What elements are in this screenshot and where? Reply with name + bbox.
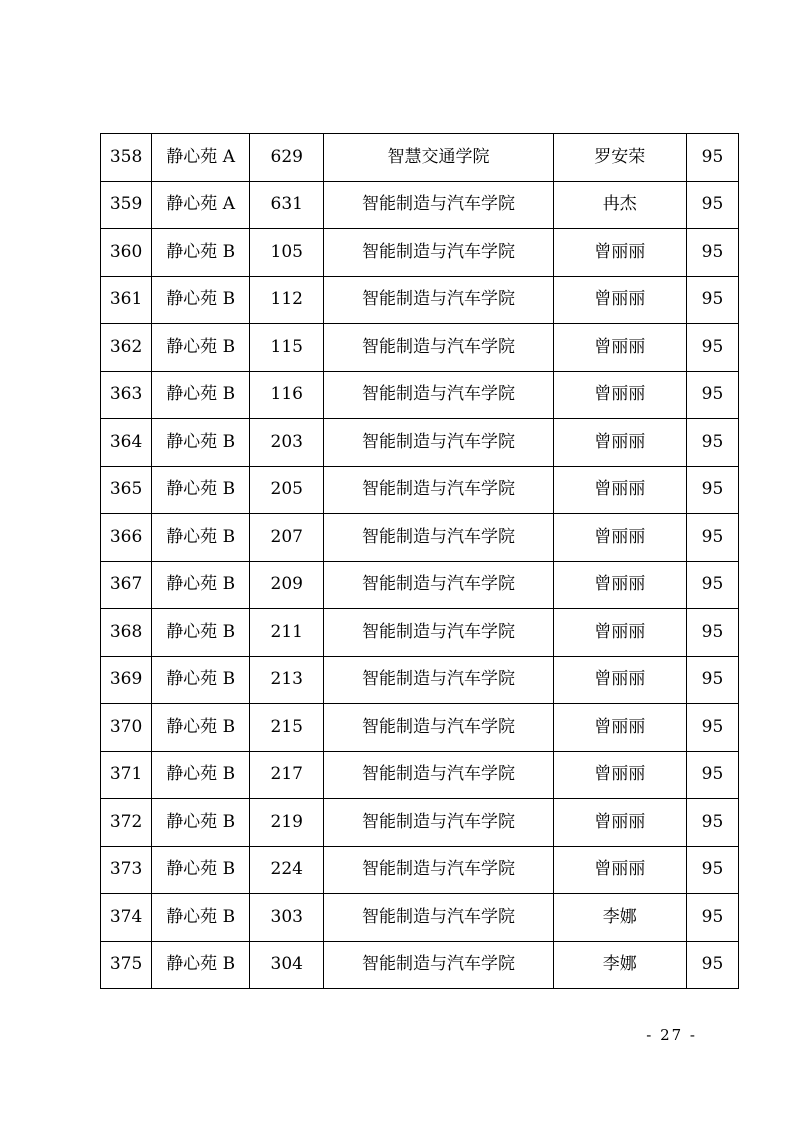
person-cell: 曾丽丽 [553,514,686,562]
row-number-cell: 359 [101,181,152,229]
score-cell: 95 [686,941,738,989]
table-row [101,704,739,752]
table-row [101,656,739,704]
room-cell: 304 [250,941,324,989]
college-cell: 智能制造与汽车学院 [324,799,553,847]
room-cell: 105 [250,229,324,277]
row-number-cell: 363 [101,371,152,419]
score-cell: 95 [686,561,738,609]
person-cell: 曾丽丽 [553,846,686,894]
college-cell: 智能制造与汽车学院 [324,276,553,324]
college-cell: 智能制造与汽车学院 [324,704,553,752]
row-number-cell: 371 [101,751,152,799]
building-cell: 静心苑 B [152,751,250,799]
table-row [101,181,739,229]
college-cell: 智能制造与汽车学院 [324,941,553,989]
building-cell: 静心苑 B [152,419,250,467]
room-cell: 207 [250,514,324,562]
person-cell: 曾丽丽 [553,229,686,277]
score-cell: 95 [686,656,738,704]
dormitory-score-table [100,133,739,989]
score-cell: 95 [686,799,738,847]
row-number-cell: 368 [101,609,152,657]
room-cell: 219 [250,799,324,847]
building-cell: 静心苑 B [152,514,250,562]
room-cell: 631 [250,181,324,229]
room-cell: 115 [250,324,324,372]
score-cell: 95 [686,609,738,657]
row-number-cell: 374 [101,894,152,942]
table-row [101,609,739,657]
room-cell: 203 [250,419,324,467]
table-row [101,229,739,277]
row-number-cell: 358 [101,134,152,182]
college-cell: 智能制造与汽车学院 [324,371,553,419]
room-cell: 215 [250,704,324,752]
score-cell: 95 [686,181,738,229]
table-row [101,466,739,514]
building-cell: 静心苑 B [152,276,250,324]
score-cell: 95 [686,419,738,467]
room-cell: 629 [250,134,324,182]
building-cell: 静心苑 B [152,846,250,894]
score-cell: 95 [686,846,738,894]
table-row [101,371,739,419]
building-cell: 静心苑 B [152,229,250,277]
row-number-cell: 366 [101,514,152,562]
person-cell: 曾丽丽 [553,751,686,799]
room-cell: 224 [250,846,324,894]
college-cell: 智慧交通学院 [324,134,553,182]
person-cell: 曾丽丽 [553,561,686,609]
row-number-cell: 364 [101,419,152,467]
row-number-cell: 375 [101,941,152,989]
row-number-cell: 367 [101,561,152,609]
score-cell: 95 [686,229,738,277]
score-cell: 95 [686,514,738,562]
building-cell: 静心苑 A [152,181,250,229]
row-number-cell: 361 [101,276,152,324]
score-cell: 95 [686,371,738,419]
person-cell: 李娜 [553,894,686,942]
table-row [101,799,739,847]
person-cell: 曾丽丽 [553,276,686,324]
score-cell: 95 [686,894,738,942]
building-cell: 静心苑 A [152,134,250,182]
row-number-cell: 373 [101,846,152,894]
building-cell: 静心苑 B [152,799,250,847]
row-number-cell: 372 [101,799,152,847]
college-cell: 智能制造与汽车学院 [324,324,553,372]
building-cell: 静心苑 B [152,941,250,989]
score-cell: 95 [686,751,738,799]
person-cell: 冉杰 [553,181,686,229]
table-row [101,419,739,467]
building-cell: 静心苑 B [152,609,250,657]
score-cell: 95 [686,276,738,324]
table-row [101,894,739,942]
building-cell: 静心苑 B [152,466,250,514]
person-cell: 曾丽丽 [553,419,686,467]
table-body [101,134,739,989]
college-cell: 智能制造与汽车学院 [324,229,553,277]
person-cell: 曾丽丽 [553,324,686,372]
room-cell: 116 [250,371,324,419]
person-cell: 罗安荣 [553,134,686,182]
college-cell: 智能制造与汽车学院 [324,466,553,514]
building-cell: 静心苑 B [152,704,250,752]
college-cell: 智能制造与汽车学院 [324,514,553,562]
person-cell: 曾丽丽 [553,609,686,657]
room-cell: 217 [250,751,324,799]
row-number-cell: 365 [101,466,152,514]
table-row [101,276,739,324]
score-cell: 95 [686,704,738,752]
building-cell: 静心苑 B [152,656,250,704]
table-row [101,514,739,562]
row-number-cell: 370 [101,704,152,752]
table-row [101,324,739,372]
college-cell: 智能制造与汽车学院 [324,609,553,657]
room-cell: 213 [250,656,324,704]
building-cell: 静心苑 B [152,371,250,419]
college-cell: 智能制造与汽车学院 [324,561,553,609]
table-row [101,941,739,989]
row-number-cell: 360 [101,229,152,277]
college-cell: 智能制造与汽车学院 [324,846,553,894]
room-cell: 303 [250,894,324,942]
score-cell: 95 [686,324,738,372]
person-cell: 曾丽丽 [553,371,686,419]
building-cell: 静心苑 B [152,894,250,942]
row-number-cell: 362 [101,324,152,372]
person-cell: 曾丽丽 [553,466,686,514]
person-cell: 李娜 [553,941,686,989]
room-cell: 211 [250,609,324,657]
college-cell: 智能制造与汽车学院 [324,419,553,467]
college-cell: 智能制造与汽车学院 [324,656,553,704]
person-cell: 曾丽丽 [553,656,686,704]
building-cell: 静心苑 B [152,561,250,609]
room-cell: 209 [250,561,324,609]
room-cell: 112 [250,276,324,324]
college-cell: 智能制造与汽车学院 [324,751,553,799]
building-cell: 静心苑 B [152,324,250,372]
page-number: - 27 - [646,1026,697,1044]
college-cell: 智能制造与汽车学院 [324,181,553,229]
college-cell: 智能制造与汽车学院 [324,894,553,942]
table-row [101,134,739,182]
score-cell: 95 [686,466,738,514]
room-cell: 205 [250,466,324,514]
row-number-cell: 369 [101,656,152,704]
person-cell: 曾丽丽 [553,799,686,847]
table-row [101,846,739,894]
person-cell: 曾丽丽 [553,704,686,752]
table-row [101,751,739,799]
score-cell: 95 [686,134,738,182]
table-row [101,561,739,609]
